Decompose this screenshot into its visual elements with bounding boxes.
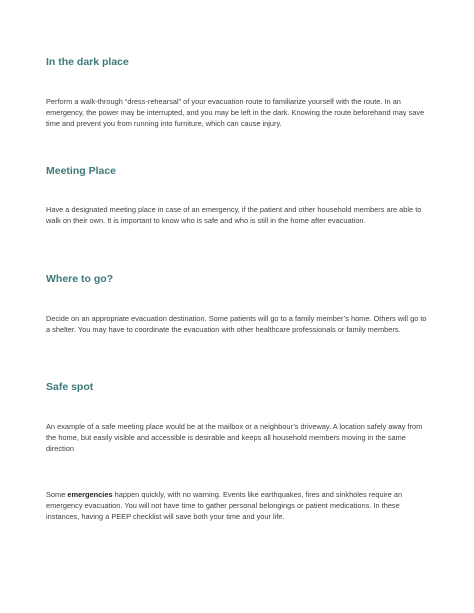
heading-safe-spot: Safe spot <box>46 381 94 393</box>
heading-in-the-dark-place: In the dark place <box>46 56 129 68</box>
emergencies-rest: happen quickly, with no warning. Events like earthquakes, fires and sinkholes require an emergency evacuation. You will not have time to gather personal belongings or patient medications. In these instances, having a PEEP checklist will save both your time and your life. <box>46 490 403 521</box>
paragraph-emergencies <box>46 489 432 522</box>
heading-where-to-go: Where to go? <box>46 273 114 285</box>
heading-meeting-place: Meeting Place <box>46 165 117 177</box>
paragraph-where-to-go: Decide on an appropriate evacuation destination. Some patients will go to a family member’s home. Others will go to a shelter. You may have to coordinate the evacuation with other healthcare professionals or family members. <box>46 314 427 334</box>
paragraph-in-the-dark-place: Perform a walk-through “dress-rehearsal” of your evacuation route to familiarize yourself with the route. In an emergency, the power may be interrupted, and you may be left in the dark. Knowing the route beforehand may save time and prevent you from running into furniture, which can cause injury. <box>46 97 425 128</box>
paragraph-safe-spot: An example of a safe meeting place would be at the mailbox or a neighbour’s driveway. A location safely away from the home, but easily visible and accessible is desirable and keeps all household members moving in the same direction <box>46 422 423 453</box>
emergencies-emphasis: emergencies <box>67 490 113 499</box>
emergencies-prefix: Some <box>46 490 68 499</box>
paragraph-meeting-place: Have a designated meeting place in case of an emergency, if the patient and other household members are able to walk on their own. It is important to know who is safe and who is still in the home after evacuation. <box>46 205 422 225</box>
